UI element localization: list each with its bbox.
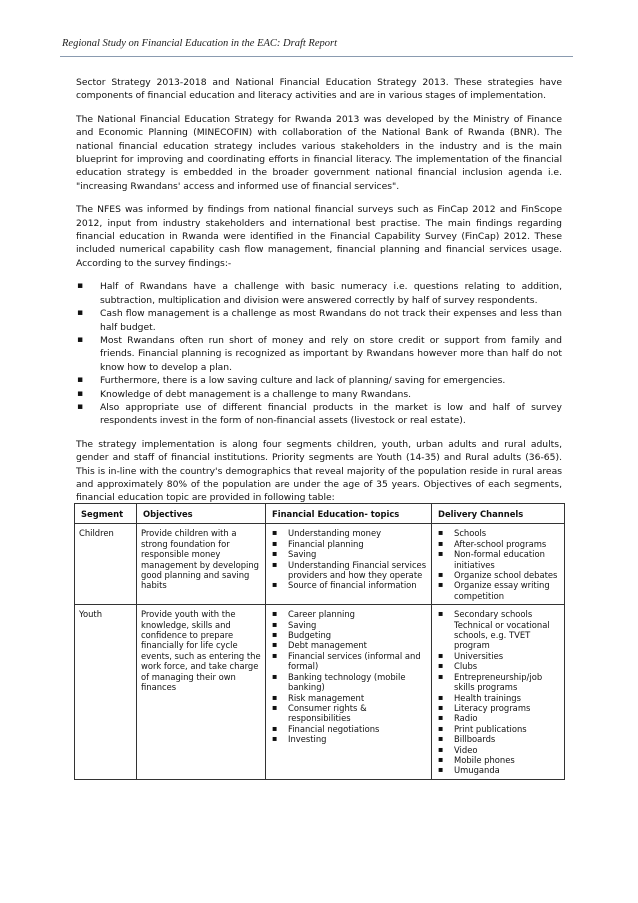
findings-list (76, 280, 562, 427)
column-header: Segment (75, 504, 137, 524)
channel-item: ▪ Radio (436, 713, 560, 723)
channel-item: ▪ Entrepreneurship/job skills programs (436, 672, 560, 693)
topic-item: ▪ Investing (270, 734, 427, 744)
channel-item: ▪ Print publications (436, 724, 560, 734)
finding-item: ▪ Knowledge of debt management is a challenge to many Rwandans. (76, 388, 562, 401)
topic-item: ▪ Risk management (270, 693, 427, 703)
topic-item: ▪ Understanding money (270, 528, 427, 538)
finding-item: ▪ Furthermore, there is a low saving culture and lack of planning/ saving for emergencies. (76, 374, 562, 387)
paragraph: Sector Strategy 2013-2018 and National Financial Education Strategy 2013. These strategies have components of financial education and literacy activities and are in various stages of implementation. (76, 77, 562, 102)
channel-item: ▪ Non-formal education initiatives (436, 549, 560, 570)
topic-item: ▪ Banking technology (mobile banking) (270, 672, 427, 693)
column-header: Delivery Channels (432, 504, 565, 524)
finding-item: ▪ Most Rwandans often run short of money and rely on store credit or support from family and friends. Financial planning is recognized as important by Rwandans however more than half do not know how to develop a plan. (76, 334, 562, 374)
channel-item: ▪ Health trainings (436, 693, 560, 703)
channel-item: ▪ Schools (436, 528, 560, 538)
topics-cell (266, 524, 432, 605)
topic-item: ▪ Source of financial information (270, 580, 427, 590)
channels-cell (432, 605, 565, 780)
channel-item: ▪ Literacy programs (436, 703, 560, 713)
topic-item: ▪ Financial negotiations (270, 724, 427, 734)
segment-cell: Children (75, 524, 137, 605)
channel-item: ▪ Mobile phones (436, 755, 560, 765)
finding-item: ▪ Also appropriate use of different financial products in the market is low and half of survey respondents invest in the form of non-financial assets (livestock or real estate). (76, 401, 562, 428)
channel-item: ▪ Secondary schools Technical or vocational schools, e.g. TVET program (436, 609, 560, 651)
segments-table (74, 503, 565, 780)
channel-item: ▪ Organize essay writing competition (436, 580, 560, 601)
channels-cell (432, 524, 565, 605)
objectives-cell: Provide youth with the knowledge, skills and confidence to prepare financially for life cycle events, such as entering the work force, and take charge of managing their own finances (137, 605, 266, 780)
channel-item: ▪ Billboards (436, 734, 560, 744)
column-header: Objectives (137, 504, 266, 524)
topic-item: ▪ Saving (270, 620, 427, 630)
segment-cell: Youth (75, 605, 137, 780)
table-row (75, 605, 565, 780)
finding-item: ▪ Half of Rwandans have a challenge with basic numeracy i.e. questions relating to addition, subtraction, multiplication and division were answered correctly by half of survey respondents. (76, 280, 562, 307)
finding-item: ▪ Cash flow management is a challenge as most Rwandans do not track their expenses and less than half budget. (76, 307, 562, 334)
paragraph: The National Financial Education Strategy for Rwanda 2013 was developed by the Ministry of Finance and Economic Planning (MINECOFIN) with collaboration of the National Bank of Rwanda (BNR). The national financial education strategy includes various stakeholders in the industry and is the main blueprint for improving and coordinating efforts in financial literacy. The implementation of the financial education strategy is embedded in the broader government national financial inclusion agenda i.e. "increasing Rwandans' access and informed use of financial services". (76, 113, 562, 192)
channel-item: ▪ Universities (436, 651, 560, 661)
topic-item: ▪ Consumer rights & responsibilities (270, 703, 427, 724)
topic-item: ▪ Understanding Financial services providers and how they operate (270, 560, 427, 581)
column-header: Financial Education- topics (266, 504, 432, 524)
channel-item: ▪ Video (436, 745, 560, 755)
topic-item: ▪ Career planning (270, 609, 427, 619)
channel-item: ▪ Umuganda (436, 765, 560, 775)
table-header-row (75, 504, 565, 524)
topic-item: ▪ Debt management (270, 640, 427, 650)
topic-item: ▪ Saving (270, 549, 427, 559)
channel-item: ▪ Organize school debates (436, 570, 560, 580)
document-body (76, 76, 562, 515)
topic-item: ▪ Budgeting (270, 630, 427, 640)
topics-cell (266, 605, 432, 780)
running-header: Regional Study on Financial Education in the EAC: Draft Report (62, 38, 337, 49)
objectives-cell: Provide children with a strong foundation for responsible money management by developing good planning and saving habits (137, 524, 266, 605)
channel-item: ▪ Clubs (436, 661, 560, 671)
channel-item: ▪ After-school programs (436, 539, 560, 549)
paragraph: The strategy implementation is along four segments children, youth, urban adults and rural adults, gender and staff of financial institutions. Priority segments are Youth (14-35) and Rural adults (36-65). This is in-line with the country's demographics that reveal majority of the population reside in rural areas and approximately 80% of the population are under the age of 35 years. Objectives of each segments, financial education topic are provided in following table: (76, 438, 562, 504)
topic-item: ▪ Financial services (informal and formal) (270, 651, 427, 672)
table-row (75, 524, 565, 605)
topic-item: ▪ Financial planning (270, 539, 427, 549)
paragraph: The NFES was informed by findings from national financial surveys such as FinCap 2012 and FinScope 2012, input from industry stakeholders and international best practise. The main findings regarding financial education in Rwanda were identified in the Financial Capability Survey (FinCap) 2012. These included numerical capability cash flow management, financial planning and financial services usage. According to the survey findings:- (76, 204, 562, 269)
header-rule (60, 56, 573, 57)
